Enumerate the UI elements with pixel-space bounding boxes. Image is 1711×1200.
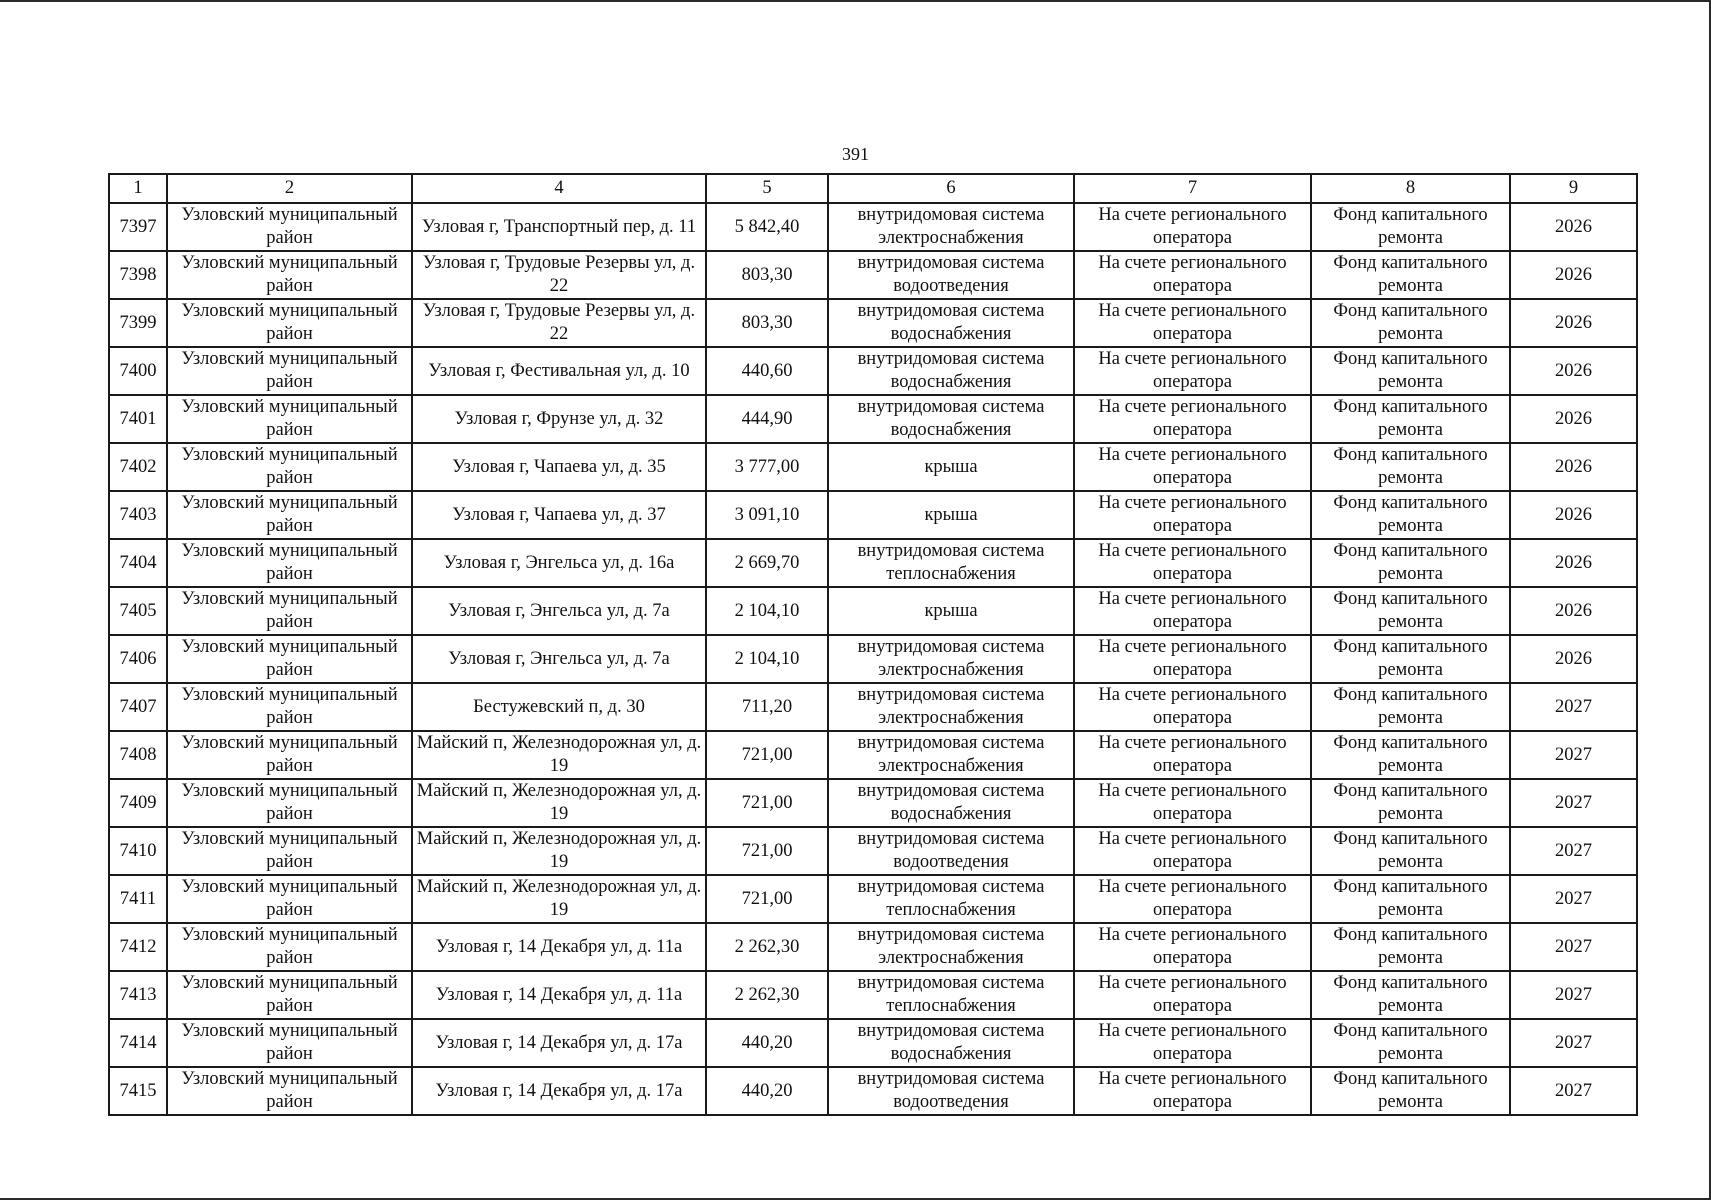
row-number-cell: 7400 <box>109 347 167 395</box>
row-number-cell: 7404 <box>109 539 167 587</box>
address-cell: Узловая г, Энгельса ул, д. 7а <box>412 635 706 683</box>
funding-source-cell: Фонд капитального ремонта <box>1311 539 1510 587</box>
capital-repair-table <box>108 173 1638 1116</box>
municipality-cell: Узловский муниципальный район <box>167 923 412 971</box>
funding-source-cell: Фонд капитального ремонта <box>1311 1067 1510 1115</box>
account-cell: На счете регионального оператора <box>1074 1067 1311 1115</box>
row-number-cell: 7410 <box>109 827 167 875</box>
row-number-cell: 7411 <box>109 875 167 923</box>
work-type-cell: внутридомовая система теплоснабжения <box>828 971 1074 1019</box>
address-cell: Майский п, Железнодорожная ул, д. 19 <box>412 779 706 827</box>
column-header: 4 <box>412 174 706 203</box>
account-cell: На счете регионального оператора <box>1074 875 1311 923</box>
work-type-cell: внутридомовая система электроснабжения <box>828 731 1074 779</box>
address-cell: Узловая г, 14 Декабря ул, д. 11а <box>412 971 706 1019</box>
funding-source-cell: Фонд капитального ремонта <box>1311 395 1510 443</box>
year-cell: 2026 <box>1510 347 1637 395</box>
municipality-cell: Узловский муниципальный район <box>167 491 412 539</box>
year-cell: 2026 <box>1510 203 1637 251</box>
row-number-cell: 7402 <box>109 443 167 491</box>
area-cell: 2 104,10 <box>706 635 828 683</box>
address-cell: Майский п, Железнодорожная ул, д. 19 <box>412 827 706 875</box>
address-cell: Узловая г, 14 Декабря ул, д. 11а <box>412 923 706 971</box>
municipality-cell: Узловский муниципальный район <box>167 635 412 683</box>
account-cell: На счете регионального оператора <box>1074 347 1311 395</box>
work-type-cell: крыша <box>828 491 1074 539</box>
municipality-cell: Узловский муниципальный район <box>167 1067 412 1115</box>
work-type-cell: внутридомовая система теплоснабжения <box>828 539 1074 587</box>
work-type-cell: внутридомовая система водоснабжения <box>828 347 1074 395</box>
year-cell: 2026 <box>1510 251 1637 299</box>
table-row <box>109 347 1637 395</box>
table-row <box>109 875 1637 923</box>
row-number-cell: 7401 <box>109 395 167 443</box>
area-cell: 803,30 <box>706 299 828 347</box>
funding-source-cell: Фонд капитального ремонта <box>1311 587 1510 635</box>
area-cell: 721,00 <box>706 779 828 827</box>
area-cell: 440,20 <box>706 1019 828 1067</box>
row-number-cell: 7399 <box>109 299 167 347</box>
funding-source-cell: Фонд капитального ремонта <box>1311 683 1510 731</box>
address-cell: Узловая г, 14 Декабря ул, д. 17а <box>412 1019 706 1067</box>
work-type-cell: крыша <box>828 587 1074 635</box>
work-type-cell: внутридомовая система водоснабжения <box>828 299 1074 347</box>
area-cell: 440,20 <box>706 1067 828 1115</box>
work-type-cell: внутридомовая система водоотведения <box>828 1067 1074 1115</box>
account-cell: На счете регионального оператора <box>1074 491 1311 539</box>
row-number-cell: 7398 <box>109 251 167 299</box>
column-header: 6 <box>828 174 1074 203</box>
municipality-cell: Узловский муниципальный район <box>167 203 412 251</box>
account-cell: На счете регионального оператора <box>1074 443 1311 491</box>
table-row <box>109 683 1637 731</box>
table-body <box>109 203 1637 1115</box>
table-row <box>109 635 1637 683</box>
row-number-cell: 7415 <box>109 1067 167 1115</box>
table-header-row <box>109 174 1637 203</box>
account-cell: На счете регионального оператора <box>1074 635 1311 683</box>
row-number-cell: 7414 <box>109 1019 167 1067</box>
row-number-cell: 7403 <box>109 491 167 539</box>
table-row <box>109 491 1637 539</box>
municipality-cell: Узловский муниципальный район <box>167 443 412 491</box>
area-cell: 721,00 <box>706 731 828 779</box>
column-header: 7 <box>1074 174 1311 203</box>
municipality-cell: Узловский муниципальный район <box>167 827 412 875</box>
address-cell: Узловая г, Чапаева ул, д. 37 <box>412 491 706 539</box>
funding-source-cell: Фонд капитального ремонта <box>1311 251 1510 299</box>
table-row <box>109 1019 1637 1067</box>
table-row <box>109 539 1637 587</box>
municipality-cell: Узловский муниципальный район <box>167 395 412 443</box>
address-cell: Узловая г, Фрунзе ул, д. 32 <box>412 395 706 443</box>
table-row <box>109 923 1637 971</box>
address-cell: Узловая г, Чапаева ул, д. 35 <box>412 443 706 491</box>
funding-source-cell: Фонд капитального ремонта <box>1311 731 1510 779</box>
row-number-cell: 7407 <box>109 683 167 731</box>
municipality-cell: Узловский муниципальный район <box>167 299 412 347</box>
year-cell: 2027 <box>1510 971 1637 1019</box>
year-cell: 2027 <box>1510 1067 1637 1115</box>
year-cell: 2027 <box>1510 683 1637 731</box>
area-cell: 803,30 <box>706 251 828 299</box>
funding-source-cell: Фонд капитального ремонта <box>1311 299 1510 347</box>
address-cell: Майский п, Железнодорожная ул, д. 19 <box>412 875 706 923</box>
area-cell: 721,00 <box>706 827 828 875</box>
work-type-cell: внутридомовая система электроснабжения <box>828 635 1074 683</box>
year-cell: 2026 <box>1510 299 1637 347</box>
column-header: 1 <box>109 174 167 203</box>
work-type-cell: внутридомовая система электроснабжения <box>828 923 1074 971</box>
year-cell: 2027 <box>1510 731 1637 779</box>
row-number-cell: 7412 <box>109 923 167 971</box>
account-cell: На счете регионального оператора <box>1074 731 1311 779</box>
municipality-cell: Узловский муниципальный район <box>167 875 412 923</box>
municipality-cell: Узловский муниципальный район <box>167 347 412 395</box>
funding-source-cell: Фонд капитального ремонта <box>1311 1019 1510 1067</box>
address-cell: Узловая г, Трудовые Резервы ул, д. 22 <box>412 251 706 299</box>
address-cell: Узловая г, 14 Декабря ул, д. 17а <box>412 1067 706 1115</box>
municipality-cell: Узловский муниципальный район <box>167 731 412 779</box>
year-cell: 2026 <box>1510 539 1637 587</box>
area-cell: 444,90 <box>706 395 828 443</box>
table-row <box>109 971 1637 1019</box>
column-header: 5 <box>706 174 828 203</box>
column-header: 2 <box>167 174 412 203</box>
account-cell: На счете регионального оператора <box>1074 299 1311 347</box>
area-cell: 721,00 <box>706 875 828 923</box>
account-cell: На счете регионального оператора <box>1074 587 1311 635</box>
area-cell: 2 262,30 <box>706 923 828 971</box>
funding-source-cell: Фонд капитального ремонта <box>1311 635 1510 683</box>
account-cell: На счете регионального оператора <box>1074 923 1311 971</box>
area-cell: 2 262,30 <box>706 971 828 1019</box>
year-cell: 2027 <box>1510 923 1637 971</box>
municipality-cell: Узловский муниципальный район <box>167 587 412 635</box>
municipality-cell: Узловский муниципальный район <box>167 683 412 731</box>
area-cell: 440,60 <box>706 347 828 395</box>
account-cell: На счете регионального оператора <box>1074 1019 1311 1067</box>
funding-source-cell: Фонд капитального ремонта <box>1311 347 1510 395</box>
area-cell: 3 091,10 <box>706 491 828 539</box>
table-row <box>109 1067 1637 1115</box>
year-cell: 2026 <box>1510 395 1637 443</box>
funding-source-cell: Фонд капитального ремонта <box>1311 827 1510 875</box>
area-cell: 711,20 <box>706 683 828 731</box>
work-type-cell: внутридомовая система водоснабжения <box>828 779 1074 827</box>
row-number-cell: 7413 <box>109 971 167 1019</box>
table-row <box>109 299 1637 347</box>
work-type-cell: внутридомовая система теплоснабжения <box>828 875 1074 923</box>
year-cell: 2027 <box>1510 875 1637 923</box>
account-cell: На счете регионального оператора <box>1074 203 1311 251</box>
address-cell: Майский п, Железнодорожная ул, д. 19 <box>412 731 706 779</box>
year-cell: 2026 <box>1510 587 1637 635</box>
row-number-cell: 7409 <box>109 779 167 827</box>
funding-source-cell: Фонд капитального ремонта <box>1311 203 1510 251</box>
municipality-cell: Узловский муниципальный район <box>167 251 412 299</box>
area-cell: 5 842,40 <box>706 203 828 251</box>
scan-border-top <box>0 0 1711 2</box>
table-row <box>109 251 1637 299</box>
table-row <box>109 443 1637 491</box>
area-cell: 2 669,70 <box>706 539 828 587</box>
municipality-cell: Узловский муниципальный район <box>167 779 412 827</box>
funding-source-cell: Фонд капитального ремонта <box>1311 971 1510 1019</box>
address-cell: Узловая г, Фестивальная ул, д. 10 <box>412 347 706 395</box>
funding-source-cell: Фонд капитального ремонта <box>1311 443 1510 491</box>
year-cell: 2026 <box>1510 635 1637 683</box>
column-header: 9 <box>1510 174 1637 203</box>
work-type-cell: внутридомовая система водоснабжения <box>828 395 1074 443</box>
work-type-cell: крыша <box>828 443 1074 491</box>
work-type-cell: внутридомовая система водоотведения <box>828 251 1074 299</box>
year-cell: 2027 <box>1510 827 1637 875</box>
work-type-cell: внутридомовая система водоснабжения <box>828 1019 1074 1067</box>
table-row <box>109 395 1637 443</box>
municipality-cell: Узловский муниципальный район <box>167 1019 412 1067</box>
table-row <box>109 827 1637 875</box>
table-row <box>109 779 1637 827</box>
page-number: 391 <box>842 144 869 164</box>
account-cell: На счете регионального оператора <box>1074 539 1311 587</box>
funding-source-cell: Фонд капитального ремонта <box>1311 875 1510 923</box>
account-cell: На счете регионального оператора <box>1074 971 1311 1019</box>
table-row <box>109 203 1637 251</box>
work-type-cell: внутридомовая система электроснабжения <box>828 203 1074 251</box>
address-cell: Узловая г, Транспортный пер, д. 11 <box>412 203 706 251</box>
year-cell: 2026 <box>1510 443 1637 491</box>
account-cell: На счете регионального оператора <box>1074 251 1311 299</box>
row-number-cell: 7408 <box>109 731 167 779</box>
column-header: 8 <box>1311 174 1510 203</box>
account-cell: На счете регионального оператора <box>1074 779 1311 827</box>
row-number-cell: 7406 <box>109 635 167 683</box>
area-cell: 3 777,00 <box>706 443 828 491</box>
year-cell: 2027 <box>1510 779 1637 827</box>
table-row <box>109 731 1637 779</box>
municipality-cell: Узловский муниципальный район <box>167 971 412 1019</box>
work-type-cell: внутридомовая система электроснабжения <box>828 683 1074 731</box>
account-cell: На счете регионального оператора <box>1074 683 1311 731</box>
account-cell: На счете регионального оператора <box>1074 827 1311 875</box>
area-cell: 2 104,10 <box>706 587 828 635</box>
work-type-cell: внутридомовая система водоотведения <box>828 827 1074 875</box>
year-cell: 2026 <box>1510 491 1637 539</box>
municipality-cell: Узловский муниципальный район <box>167 539 412 587</box>
funding-source-cell: Фонд капитального ремонта <box>1311 923 1510 971</box>
row-number-cell: 7405 <box>109 587 167 635</box>
year-cell: 2027 <box>1510 1019 1637 1067</box>
address-cell: Узловая г, Энгельса ул, д. 7а <box>412 587 706 635</box>
row-number-cell: 7397 <box>109 203 167 251</box>
account-cell: На счете регионального оператора <box>1074 395 1311 443</box>
address-cell: Бестужевский п, д. 30 <box>412 683 706 731</box>
funding-source-cell: Фонд капитального ремонта <box>1311 491 1510 539</box>
address-cell: Узловая г, Трудовые Резервы ул, д. 22 <box>412 299 706 347</box>
address-cell: Узловая г, Энгельса ул, д. 16а <box>412 539 706 587</box>
funding-source-cell: Фонд капитального ремонта <box>1311 779 1510 827</box>
table-row <box>109 587 1637 635</box>
